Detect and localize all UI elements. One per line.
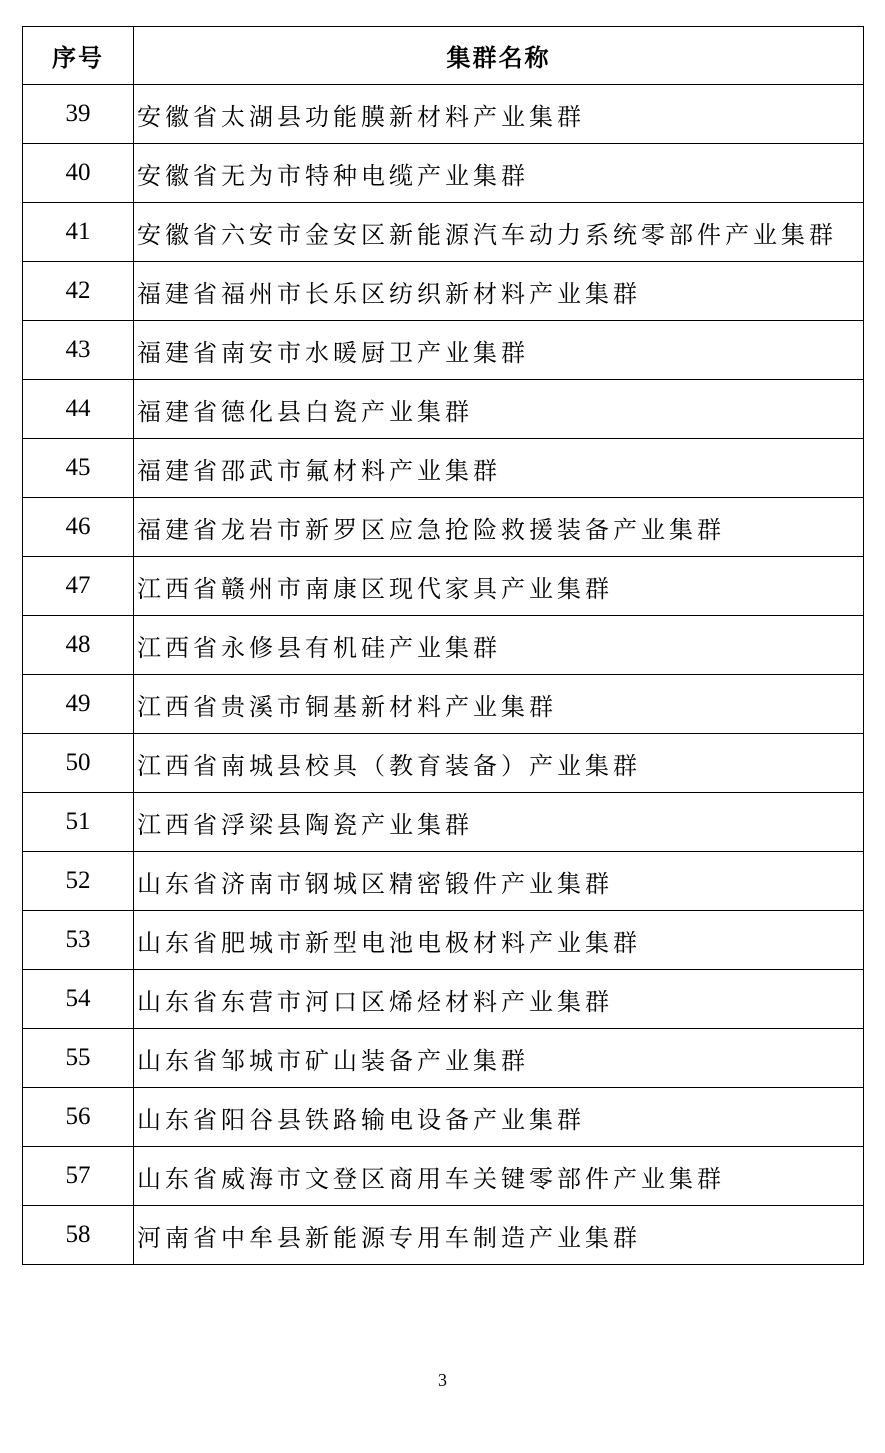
serial-number-cell: 51: [23, 793, 134, 852]
serial-number-cell: 44: [23, 380, 134, 439]
cluster-name-cell: 山东省邹城市矿山装备产业集群: [134, 1029, 864, 1088]
table-row: [23, 616, 864, 675]
cluster-name-cell: 山东省济南市钢城区精密锻件产业集群: [134, 852, 864, 911]
serial-number-cell: 54: [23, 970, 134, 1029]
cluster-name-cell: 福建省德化县白瓷产业集群: [134, 380, 864, 439]
serial-number-cell: 53: [23, 911, 134, 970]
table-row: [23, 498, 864, 557]
table-row: [23, 911, 864, 970]
table-row: [23, 144, 864, 203]
serial-number-cell: 47: [23, 557, 134, 616]
serial-number-cell: 55: [23, 1029, 134, 1088]
serial-number-cell: 49: [23, 675, 134, 734]
table-row: [23, 85, 864, 144]
table-row: [23, 203, 864, 262]
table-row: [23, 262, 864, 321]
page-number: 3: [438, 1370, 447, 1390]
table-row: [23, 675, 864, 734]
cluster-name-cell: 江西省永修县有机硅产业集群: [134, 616, 864, 675]
serial-number-cell: 40: [23, 144, 134, 203]
table-row: [23, 321, 864, 380]
cluster-name-cell: 江西省南城县校具（教育装备）产业集群: [134, 734, 864, 793]
table-row: [23, 557, 864, 616]
table-row: [23, 734, 864, 793]
table-row: [23, 852, 864, 911]
cluster-name-cell: 安徽省无为市特种电缆产业集群: [134, 144, 864, 203]
serial-number-cell: 57: [23, 1147, 134, 1206]
cluster-name-cell: 福建省邵武市氟材料产业集群: [134, 439, 864, 498]
cluster-name-cell: 山东省东营市河口区烯烃材料产业集群: [134, 970, 864, 1029]
table-row: [23, 793, 864, 852]
header-cluster-name: 集群名称: [134, 27, 864, 85]
cluster-name-cell: 河南省中牟县新能源专用车制造产业集群: [134, 1206, 864, 1265]
cluster-name-cell: 安徽省太湖县功能膜新材料产业集群: [134, 85, 864, 144]
cluster-name-cell: 山东省肥城市新型电池电极材料产业集群: [134, 911, 864, 970]
serial-number-cell: 50: [23, 734, 134, 793]
serial-number-cell: 43: [23, 321, 134, 380]
serial-number-cell: 48: [23, 616, 134, 675]
table-row: [23, 970, 864, 1029]
cluster-name-cell: 福建省福州市长乐区纺织新材料产业集群: [134, 262, 864, 321]
cluster-table: [22, 26, 864, 1265]
table-body: [23, 85, 864, 1265]
table-row: [23, 380, 864, 439]
header-serial-number: 序号: [23, 27, 134, 85]
cluster-name-cell: 江西省贵溪市铜基新材料产业集群: [134, 675, 864, 734]
cluster-name-cell: 福建省南安市水暖厨卫产业集群: [134, 321, 864, 380]
serial-number-cell: 41: [23, 203, 134, 262]
serial-number-cell: 46: [23, 498, 134, 557]
serial-number-cell: 42: [23, 262, 134, 321]
cluster-name-cell: 江西省浮梁县陶瓷产业集群: [134, 793, 864, 852]
cluster-name-cell: 山东省威海市文登区商用车关键零部件产业集群: [134, 1147, 864, 1206]
serial-number-cell: 52: [23, 852, 134, 911]
serial-number-cell: 56: [23, 1088, 134, 1147]
cluster-name-cell: 江西省赣州市南康区现代家具产业集群: [134, 557, 864, 616]
table-row: [23, 1206, 864, 1265]
table-header-row: [23, 27, 864, 85]
table-row: [23, 1147, 864, 1206]
table-row: [23, 1088, 864, 1147]
serial-number-cell: 39: [23, 85, 134, 144]
table-row: [23, 439, 864, 498]
serial-number-cell: 45: [23, 439, 134, 498]
cluster-name-cell: 安徽省六安市金安区新能源汽车动力系统零部件产业集群: [134, 203, 864, 262]
table-row: [23, 1029, 864, 1088]
cluster-name-cell: 福建省龙岩市新罗区应急抢险救援装备产业集群: [134, 498, 864, 557]
serial-number-cell: 58: [23, 1206, 134, 1265]
cluster-name-cell: 山东省阳谷县铁路输电设备产业集群: [134, 1088, 864, 1147]
